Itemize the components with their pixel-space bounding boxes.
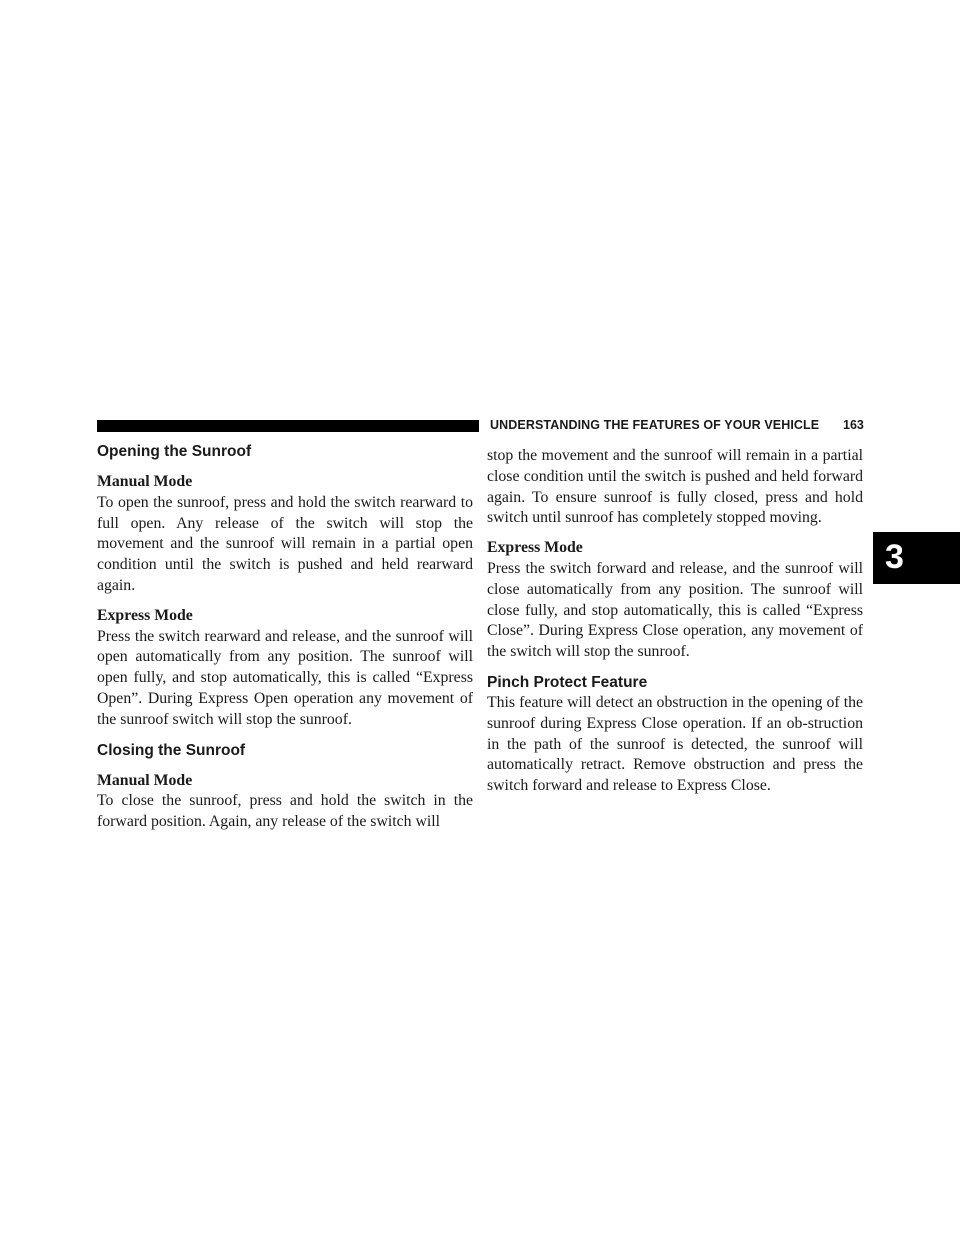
left-column (97, 442, 473, 833)
chapter-tab (873, 532, 960, 584)
header-rule (97, 420, 479, 432)
paragraph-opening-manual: To open the sunroof, press and hold the switch rearward to full open. Any release of the switch will stop the movement and the sunroof will remain in a partial open condition until the switch is pushed and held rearward again. (97, 493, 473, 594)
section-heading-pinch: Pinch Protect Feature (487, 673, 648, 691)
paragraph-closing-manual-part1: To close the sunroof, press and hold the switch in the forward position. Again, any release of the switch will (97, 792, 473, 831)
chapter-number: 3 (885, 538, 904, 576)
section-heading-closing: Closing the Sunroof (97, 741, 246, 759)
paragraph-closing-express: Press the switch forward and release, and the sunroof will close automatically from any position. The sunroof will close fully, and stop automatically, this is called “Express Close”. During Express Close operation, any movement of the switch will stop the sunroof. (487, 559, 863, 661)
paragraph-closing-manual-part2: stop the movement and the sunroof will remain in a partial close condition until the switch is pushed and held forward again. To ensure sunroof is fully closed, press and hold switch until sunroof has completely stopped moving. (487, 447, 863, 527)
right-column (487, 446, 863, 797)
subheading-opening-express: Express Mode (97, 606, 193, 624)
subheading-closing-manual: Manual Mode (97, 771, 193, 789)
section-heading-opening: Opening the Sunroof (97, 443, 252, 460)
page-number: 163 (843, 418, 864, 432)
running-header-title: UNDERSTANDING THE FEATURES OF YOUR VEHICLE (490, 418, 820, 432)
subheading-opening-manual: Manual Mode (97, 473, 193, 490)
paragraph-pinch: This feature will detect an obstruction in the opening of the sunroof during Express Close operation. If an ob-struction in the path of the sunroof is detected, the sunroof will automatically retract. Remove obstruction and press the switch forward and release to Express Close. (487, 693, 863, 795)
paragraph-opening-express: Press the switch rearward and release, and the sunroof will open automatically from any position. The sunroof will open fully, and stop automatically, this is called “Express Open”. During Express Open operation any movement of the sunroof switch will stop the sunroof. (97, 627, 473, 728)
subheading-closing-express: Express Mode (487, 539, 583, 557)
